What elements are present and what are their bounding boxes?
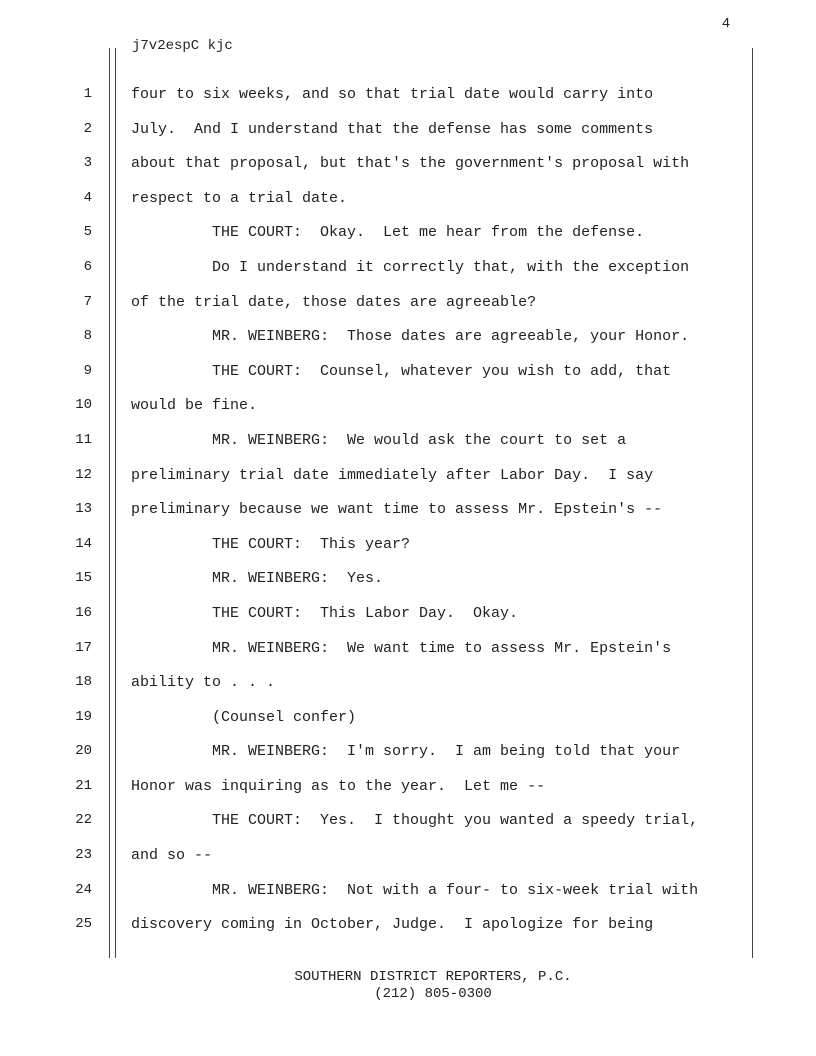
line-number: 15 xyxy=(75,570,92,587)
transcript-line xyxy=(0,597,816,632)
line-text: about that proposal, but that's the government's proposal with xyxy=(131,155,690,173)
line-number: 23 xyxy=(75,847,92,864)
footer-reporter: SOUTHERN DISTRICT REPORTERS, P.C. xyxy=(294,969,572,985)
line-text: of the trial date, those dates are agreeable? xyxy=(131,293,537,311)
transcript-line xyxy=(0,355,816,390)
transcript-line xyxy=(0,320,816,355)
line-number: 22 xyxy=(75,812,92,829)
transcript-line xyxy=(0,632,816,667)
line-number: 14 xyxy=(75,535,92,552)
transcript-line xyxy=(0,735,816,770)
line-number: 4 xyxy=(83,189,92,206)
transcript-line xyxy=(0,493,816,528)
line-number: 18 xyxy=(75,674,92,691)
line-text: Do I understand it correctly that, with the exception xyxy=(131,258,690,276)
line-number: 24 xyxy=(75,881,92,898)
line-text: preliminary trial date immediately after Labor Day. I say xyxy=(131,466,654,484)
transcript-line xyxy=(0,182,816,217)
transcript-line xyxy=(0,216,816,251)
line-number: 9 xyxy=(83,362,92,379)
transcript-line xyxy=(0,666,816,701)
transcript-line xyxy=(0,804,816,839)
line-number: 12 xyxy=(75,466,92,483)
line-number: 8 xyxy=(83,328,92,345)
line-number: 19 xyxy=(75,708,92,725)
line-text: July. And I understand that the defense has some comments xyxy=(131,120,654,138)
line-text: THE COURT: This Labor Day. Okay. xyxy=(131,604,519,622)
transcript-line xyxy=(0,839,816,874)
line-text: THE COURT: Okay. Let me hear from the defense. xyxy=(131,224,645,242)
transcript-line xyxy=(0,389,816,424)
line-number: 10 xyxy=(75,397,92,414)
line-text: MR. WEINBERG: We want time to assess Mr. Epstein's xyxy=(131,639,672,657)
transcript-line xyxy=(0,424,816,459)
line-number: 13 xyxy=(75,501,92,518)
line-text: THE COURT: Yes. I thought you wanted a speedy trial, xyxy=(131,812,699,830)
transcript-line xyxy=(0,251,816,286)
transcript-line xyxy=(0,908,816,943)
transcript-line xyxy=(0,459,816,494)
transcript-body xyxy=(0,78,816,943)
case-id: j7v2espC kjc xyxy=(132,38,233,54)
transcript-line xyxy=(0,562,816,597)
footer xyxy=(0,969,816,1003)
line-text: discovery coming in October, Judge. I apologize for being xyxy=(131,916,654,934)
line-text: MR. WEINBERG: Not with a four- to six-week trial with xyxy=(131,881,699,899)
line-number: 25 xyxy=(75,916,92,933)
line-text: (Counsel confer) xyxy=(131,708,357,726)
transcript-line xyxy=(0,78,816,113)
line-number: 16 xyxy=(75,604,92,621)
transcript-line xyxy=(0,113,816,148)
transcript-line xyxy=(0,770,816,805)
line-text: respect to a trial date. xyxy=(131,189,348,207)
transcript-line xyxy=(0,528,816,563)
line-text: THE COURT: Counsel, whatever you wish to add, that xyxy=(131,362,672,380)
line-text: Honor was inquiring as to the year. Let me -- xyxy=(131,777,546,795)
line-number: 5 xyxy=(83,224,92,241)
line-text: ability to . . . xyxy=(131,674,276,692)
line-text: would be fine. xyxy=(131,397,258,415)
line-number: 3 xyxy=(83,155,92,172)
line-text: MR. WEINBERG: Yes. xyxy=(131,570,384,588)
line-text: four to six weeks, and so that trial date would carry into xyxy=(131,86,654,103)
line-text: and so -- xyxy=(131,847,213,865)
line-text: MR. WEINBERG: I'm sorry. I am being told that your xyxy=(131,743,681,761)
line-text: MR. WEINBERG: We would ask the court to set a xyxy=(131,431,627,449)
page-number: 4 xyxy=(721,16,731,32)
transcript-line xyxy=(0,147,816,182)
line-number: 11 xyxy=(75,431,92,448)
transcript-line xyxy=(0,874,816,909)
transcript-line xyxy=(0,701,816,736)
line-number: 6 xyxy=(83,258,92,275)
line-text: THE COURT: This year? xyxy=(131,535,411,553)
line-number: 1 xyxy=(83,86,92,102)
line-text: MR. WEINBERG: Those dates are agreeable, your Honor. xyxy=(131,328,690,346)
line-number: 7 xyxy=(83,293,92,310)
line-number: 20 xyxy=(75,743,92,760)
transcript-line xyxy=(0,286,816,321)
line-number: 2 xyxy=(83,120,92,137)
footer-phone: (212) 805-0300 xyxy=(374,986,492,1002)
line-number: 21 xyxy=(75,777,92,794)
line-text: preliminary because we want time to assess Mr. Epstein's -- xyxy=(131,501,663,519)
line-number: 17 xyxy=(75,639,92,656)
